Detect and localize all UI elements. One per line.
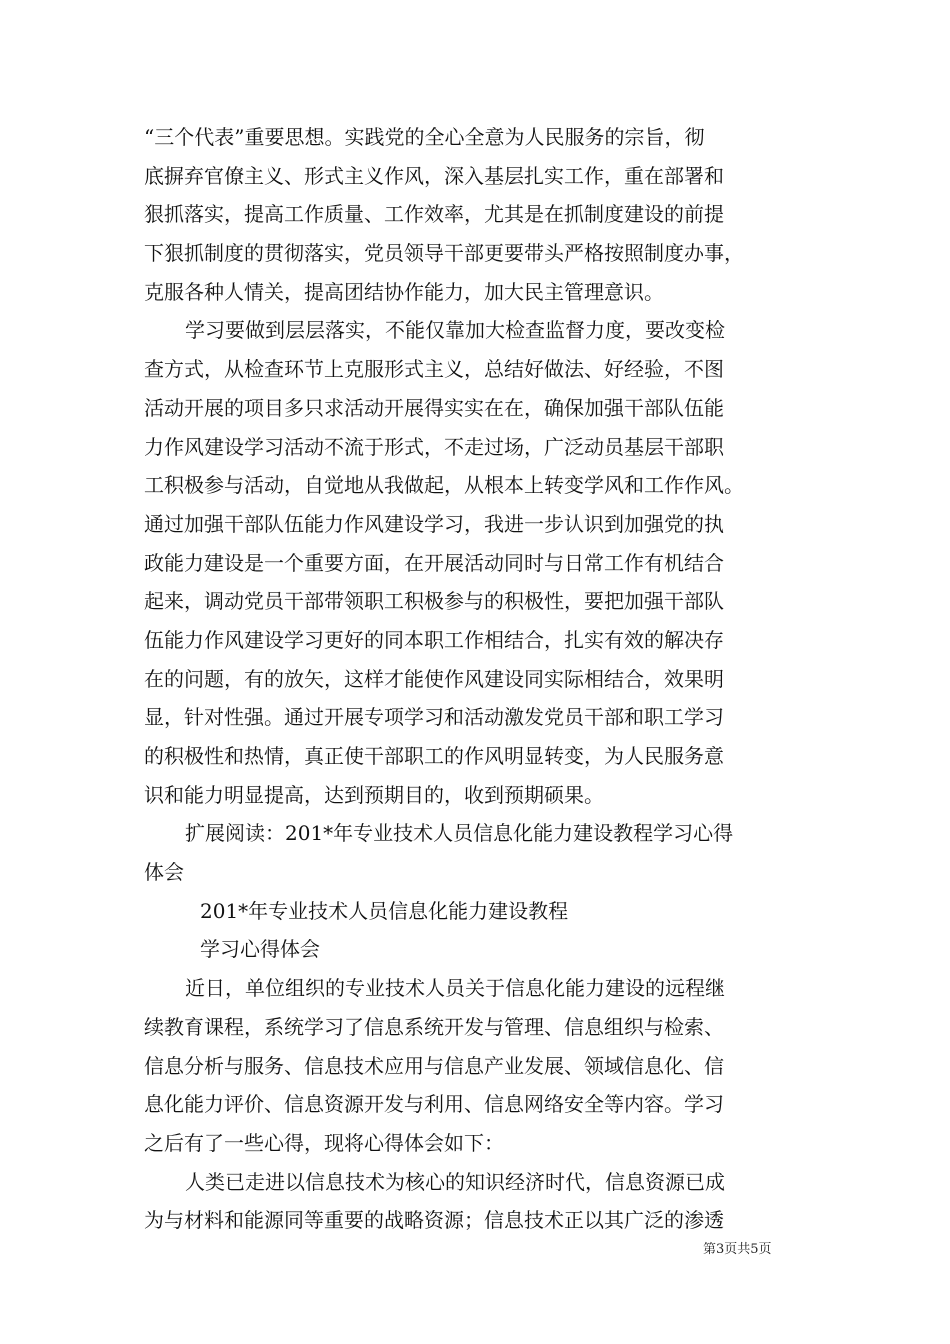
text-line: 狠抓落实，提高工作质量、工作效率，尤其是在抓制度建设的前提 <box>144 202 724 227</box>
text-line: 之后有了一些心得，现将心得体会如下： <box>144 1130 504 1155</box>
text-line: 为与材料和能源同等重要的战略资源；信息技术正以其广泛的渗透 <box>144 1208 724 1233</box>
text-line: 息化能力评价、信息资源开发与利用、信息网络安全等内容。学习 <box>144 1092 724 1117</box>
text-line: 在的问题，有的放矢，这样才能使作风建设同实际相结合，效果明 <box>144 666 724 691</box>
text-line: 工积极参与活动，自觉地从我做起，从根本上转变学风和工作作风。 <box>144 473 744 498</box>
text-line: 底摒弃官僚主义、形式主义作风，深入基层扎实工作，重在部署和 <box>144 163 724 188</box>
page-number: 第3页共5页 <box>703 1242 772 1257</box>
text-line: 克服各种人情关，提高团结协作能力，加大民主管理意识。 <box>144 279 664 304</box>
text-line: 近日，单位组织的专业技术人员关于信息化能力建设的远程继 <box>185 976 725 1001</box>
text-line: 起来，调动党员干部带领职工积极参与的积极性，要把加强干部队 <box>144 589 724 614</box>
text-line: 显，针对性强。通过开展专项学习和活动激发党员干部和职工学习 <box>144 705 724 730</box>
section-heading: 学习心得体会 <box>200 937 320 962</box>
text-line: 识和能力明显提高，达到预期目的，收到预期硕果。 <box>144 782 604 807</box>
text-line: 扩展阅读：201*年专业技术人员信息化能力建设教程学习心得 <box>185 821 734 846</box>
section-heading: 201*年专业技术人员信息化能力建设教程 <box>200 898 569 923</box>
text-line: 下狠抓制度的贯彻落实，党员领导干部更要带头严格按照制度办事， <box>144 241 744 266</box>
text-line: 学习要做到层层落实，不能仅靠加大检查监督力度，要改变检 <box>185 318 725 343</box>
text-line: 信息分析与服务、信息技术应用与信息产业发展、领域信息化、信 <box>144 1053 724 1078</box>
document-body <box>144 118 812 1240</box>
text-line: 续教育课程，系统学习了信息系统开发与管理、信息组织与检索、 <box>144 1014 724 1039</box>
text-line: 伍能力作风建设学习更好的同本职工作相结合，扎实有效的解决存 <box>144 627 724 652</box>
text-line: “三个代表”重要思想。实践党的全心全意为人民服务的宗旨，彻 <box>144 125 705 149</box>
text-line: 通过加强干部队伍能力作风建设学习，我进一步认识到加强党的执 <box>144 511 724 536</box>
text-line: 体会 <box>144 860 184 885</box>
text-line: 人类已走进以信息技术为核心的知识经济时代，信息资源已成 <box>185 1169 725 1194</box>
text-line: 力作风建设学习活动不流于形式，不走过场，广泛动员基层干部职 <box>144 434 724 459</box>
text-line: 的积极性和热情，真正使干部职工的作风明显转变，为人民服务意 <box>144 744 724 768</box>
text-line: 活动开展的项目多只求活动开展得实实在在，确保加强干部队伍能 <box>144 395 724 420</box>
text-line: 查方式，从检查环节上克服形式主义，总结好做法、好经验，不图 <box>144 357 724 382</box>
text-line: 政能力建设是一个重要方面，在开展活动同时与日常工作有机结合 <box>144 550 724 575</box>
